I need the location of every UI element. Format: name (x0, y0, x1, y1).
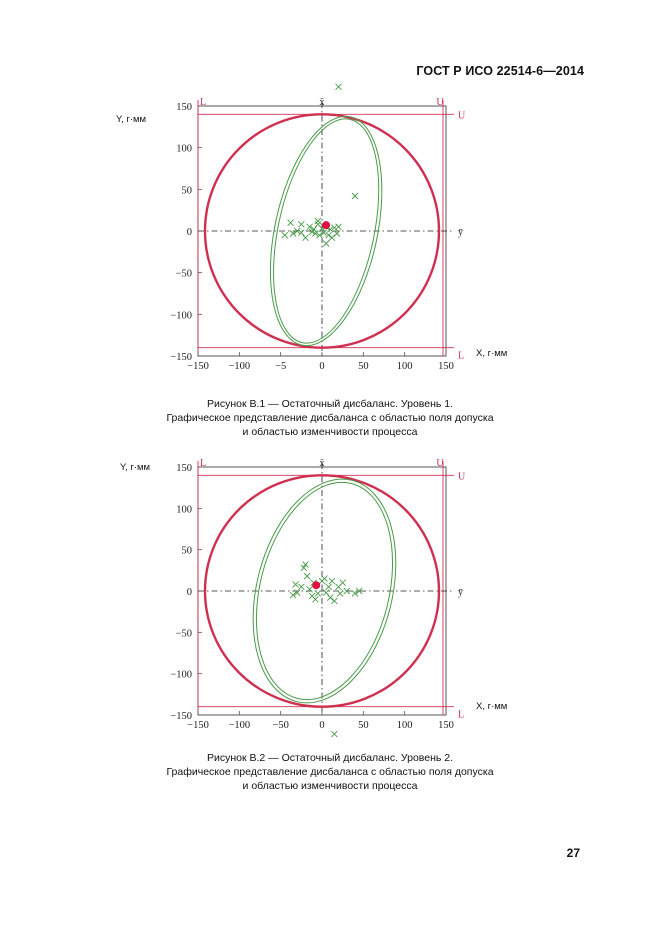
scatter-plot (0, 96, 662, 396)
x-tick-label: −100 (228, 720, 251, 731)
data-point (329, 235, 335, 241)
y-axis-title: Y, г·мм (120, 462, 151, 473)
y-tick-label: 100 (176, 504, 192, 516)
mean-point (322, 221, 330, 229)
caption-line: Графическое представление дисбаланса с областью поля допуска (166, 412, 494, 424)
x-tick-label: −5 (275, 361, 287, 372)
data-point (298, 221, 304, 227)
process-ellipse (252, 106, 401, 356)
x-tick-label: 150 (438, 361, 454, 372)
marker-L-top: L (199, 458, 207, 469)
data-point (336, 224, 342, 230)
scatter-plot (0, 455, 662, 745)
data-point (307, 586, 313, 592)
data-point (323, 590, 329, 596)
x-axis-title: X, г·мм (476, 701, 508, 712)
document-header: ГОСТ Р ИСО 22514-6—2014 (416, 64, 584, 78)
data-point (321, 576, 327, 582)
marker-xbar: x̄ (319, 458, 325, 469)
y-axis-title: Y, г·мм (116, 114, 147, 125)
data-point (312, 596, 318, 602)
marker-U-top: U (436, 97, 444, 108)
page-number: 27 (566, 846, 580, 860)
caption-line: Графическое представление дисбаланса с областью поля допуска (166, 766, 494, 778)
marker-U-right: U (458, 110, 466, 122)
y-tick-label: −50 (175, 628, 192, 640)
data-point (352, 193, 358, 199)
figure-2-caption (90, 751, 570, 793)
y-tick-label: −50 (175, 268, 192, 280)
data-point (282, 232, 288, 238)
marker-L-right: L (458, 709, 465, 721)
data-point (323, 241, 329, 247)
marker-U-right: U (458, 471, 466, 483)
mean-point (312, 581, 320, 589)
marker-ybar: ȳ (458, 227, 463, 238)
y-tick-label: 150 (176, 102, 192, 113)
y-tick-label: −100 (170, 310, 192, 322)
data-point (329, 578, 335, 584)
figure-1-caption (90, 397, 570, 439)
data-point (315, 218, 321, 224)
x-tick-label: 100 (396, 361, 413, 372)
y-tick-label: 100 (176, 143, 192, 155)
data-point (327, 595, 333, 601)
figure-1 (0, 96, 662, 396)
caption-line: Рисунок В.1 — Остаточный дисбаланс. Уровень 1. (206, 398, 454, 410)
x-axis-title: X, г·мм (476, 348, 508, 359)
y-tick-label: 0 (186, 587, 192, 598)
x-tick-label: 0 (319, 361, 325, 372)
y-tick-label: 50 (181, 545, 192, 557)
x-tick-label: 150 (438, 720, 454, 731)
marker-L-top: L (199, 97, 207, 108)
data-point (293, 581, 299, 587)
data-point (331, 598, 337, 604)
caption-line: и областью изменчивости процесса (242, 780, 418, 792)
y-tick-label: −150 (170, 352, 192, 363)
marker-L-right: L (458, 350, 465, 362)
x-tick-label: −50 (272, 720, 289, 731)
data-point (326, 584, 332, 590)
y-tick-label: 150 (176, 463, 192, 474)
x-tick-label: −100 (228, 361, 251, 372)
x-tick-label: 50 (358, 720, 369, 731)
data-point (331, 731, 337, 737)
x-tick-label: −150 (187, 361, 209, 372)
figure-2 (0, 455, 662, 745)
x-tick-label: 100 (396, 720, 413, 731)
data-point (298, 584, 304, 590)
data-point (288, 220, 294, 226)
marker-U-top: U (436, 458, 444, 469)
data-point (315, 590, 321, 596)
y-tick-label: −100 (170, 669, 192, 681)
marker-xbar: x̄ (319, 97, 325, 108)
data-point (337, 590, 343, 596)
data-point (336, 84, 342, 90)
y-tick-label: 0 (186, 227, 192, 238)
data-point (302, 235, 308, 241)
y-tick-label: −150 (170, 711, 192, 722)
caption-line: Рисунок В.2 — Остаточный дисбаланс. Уровень 2. (206, 752, 454, 764)
y-tick-label: 50 (181, 185, 192, 197)
data-point (304, 573, 310, 579)
x-tick-label: 0 (319, 720, 325, 731)
x-tick-label: −150 (187, 720, 209, 731)
x-tick-label: 50 (358, 361, 369, 372)
marker-ybar: ȳ (458, 587, 463, 598)
data-point (340, 580, 346, 586)
caption-line: и областью изменчивости процесса (242, 426, 418, 438)
